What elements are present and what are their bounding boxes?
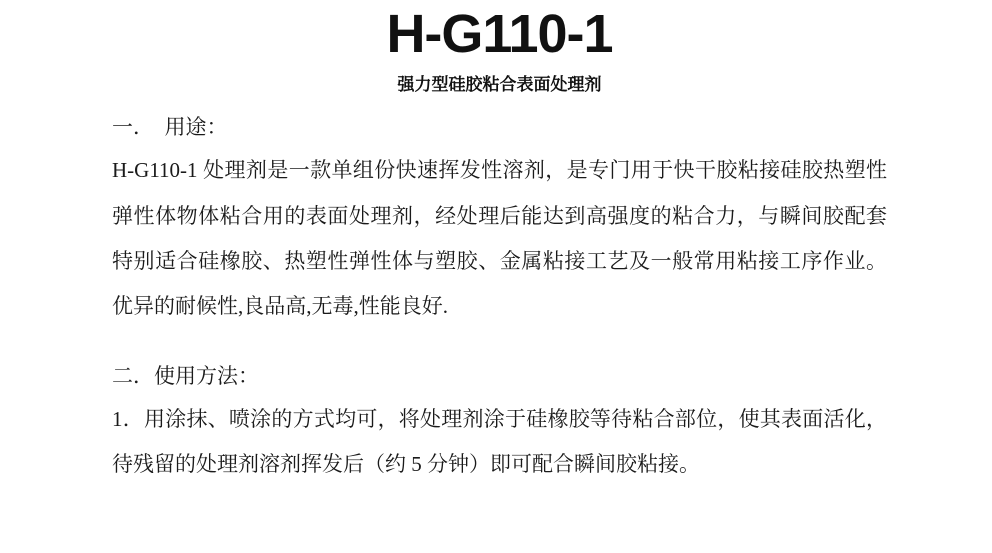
section-usage-paragraph: H-G110-1 处理剂是一款单组份快速挥发性溶剂，是专门用于快干胶粘接硅胶热塑性弹性体物体粘合用的表面处理剂，经处理后能达到高强度的粘合力，与瞬间胶配套特别适合硅橡胶、热塑性弹性体与塑胶、金属粘接工艺及一般常用粘接工序作业。优异的耐候性,良品高,无毒,性能良好.: [112, 158, 887, 318]
document-page: [0, 6, 992, 553]
page-subtitle: 强力型硅胶粘合表面处理剂: [397, 74, 602, 94]
section-instructions-paragraph: 1．用涂抹、喷涂的方式均可，将处理剂涂于硅橡胶等待粘合部位，使其表面活化，待残留的处理剂溶剂挥发后（约 5 分钟）即可配合瞬间胶粘接。: [112, 407, 887, 477]
section-instructions: [112, 355, 887, 487]
section-usage-heading: 一． 用途：: [112, 115, 228, 140]
section-usage: [112, 106, 887, 329]
page-title: H-G110-1: [386, 4, 613, 64]
section-instructions-heading: 二．使用方法：: [112, 364, 259, 389]
paragraph-spacer: [112, 329, 887, 355]
